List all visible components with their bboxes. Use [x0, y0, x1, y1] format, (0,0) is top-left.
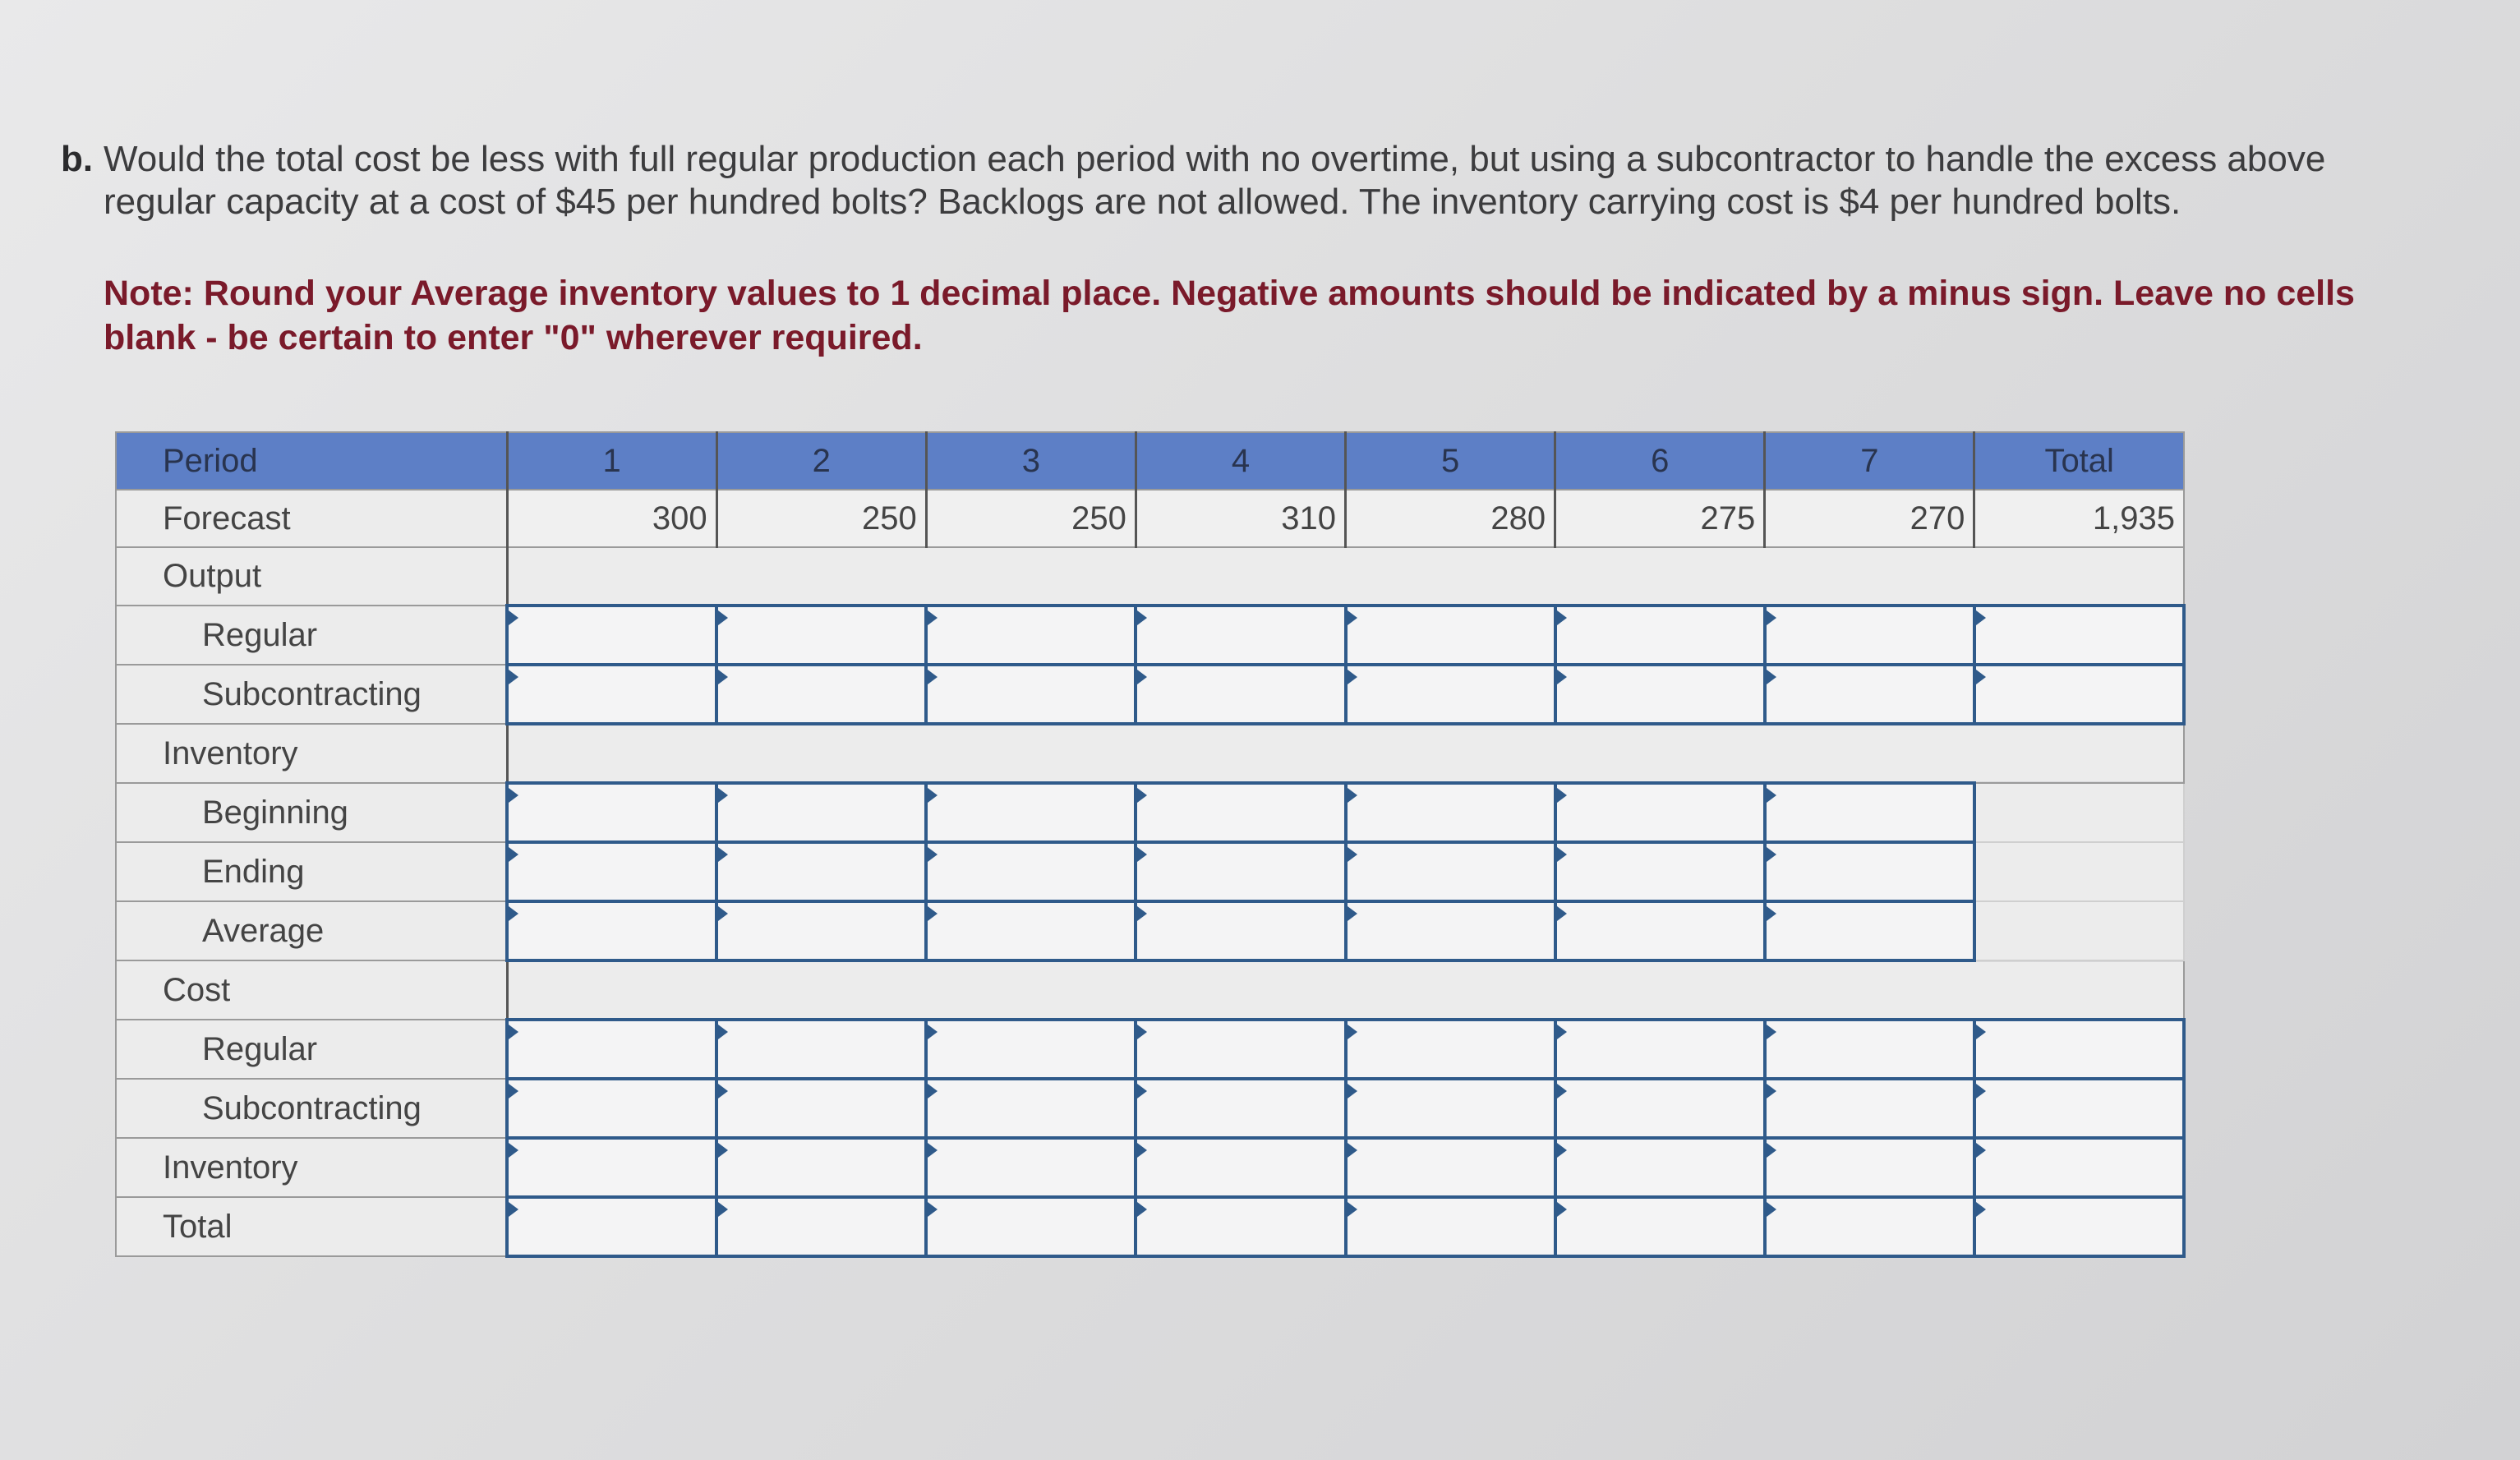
inventory-cost-input-1[interactable]	[507, 1138, 716, 1197]
forecast-2: 250	[716, 490, 926, 547]
forecast-7: 270	[1765, 490, 1974, 547]
subcontracting-output-input-2[interactable]	[716, 665, 926, 724]
average-inventory-input-1[interactable]	[507, 901, 716, 960]
beginning-inventory-row	[116, 783, 2184, 842]
period-3: 3	[926, 432, 1136, 490]
inventory-section-row	[116, 724, 2184, 783]
period-6: 6	[1555, 432, 1765, 490]
subcontracting-output-input-6[interactable]	[1555, 665, 1765, 724]
inventory-cost-input-total[interactable]	[1974, 1138, 2184, 1197]
inventory-cost-label: Inventory	[116, 1138, 507, 1197]
regular-output-input-5[interactable]	[1346, 606, 1555, 665]
beginning-inventory-input-1[interactable]	[507, 783, 716, 842]
ending-inventory-input-1[interactable]	[507, 842, 716, 901]
subcontracting-cost-input-3[interactable]	[926, 1079, 1136, 1138]
worksheet-table	[115, 431, 2186, 1258]
average-inventory-total-empty	[1974, 901, 2184, 960]
cost-section-row	[116, 960, 2184, 1020]
average-inventory-input-4[interactable]	[1136, 901, 1345, 960]
inventory-cost-row	[116, 1138, 2184, 1197]
cost-section-spacer	[507, 960, 2184, 1020]
ending-inventory-input-3[interactable]	[926, 842, 1136, 901]
subcontracting-output-input-total[interactable]	[1974, 665, 2184, 724]
ending-inventory-total-empty	[1974, 842, 2184, 901]
subcontracting-output-input-3[interactable]	[926, 665, 1136, 724]
average-inventory-label: Average	[116, 901, 507, 960]
period-1: 1	[507, 432, 716, 490]
regular-output-input-1[interactable]	[507, 606, 716, 665]
total-cost-input-6[interactable]	[1555, 1197, 1765, 1256]
forecast-row	[116, 490, 2184, 547]
subcontracting-cost-label: Subcontracting	[116, 1079, 507, 1138]
forecast-6: 275	[1555, 490, 1765, 547]
ending-inventory-input-7[interactable]	[1765, 842, 1974, 901]
ending-inventory-label: Ending	[116, 842, 507, 901]
inventory-cost-input-5[interactable]	[1346, 1138, 1555, 1197]
subcontracting-cost-input-7[interactable]	[1765, 1079, 1974, 1138]
beginning-inventory-input-3[interactable]	[926, 783, 1136, 842]
regular-cost-label: Regular	[116, 1020, 507, 1079]
ending-inventory-input-6[interactable]	[1555, 842, 1765, 901]
subcontracting-output-input-1[interactable]	[507, 665, 716, 724]
inventory-cost-input-6[interactable]	[1555, 1138, 1765, 1197]
subcontracting-cost-input-4[interactable]	[1136, 1079, 1345, 1138]
regular-cost-input-1[interactable]	[507, 1020, 716, 1079]
inventory-cost-input-3[interactable]	[926, 1138, 1136, 1197]
total-cost-label: Total	[116, 1197, 507, 1256]
inventory-cost-input-4[interactable]	[1136, 1138, 1345, 1197]
ending-inventory-input-4[interactable]	[1136, 842, 1345, 901]
inventory-cost-input-7[interactable]	[1765, 1138, 1974, 1197]
beginning-inventory-input-4[interactable]	[1136, 783, 1345, 842]
period-row	[116, 432, 2184, 490]
regular-output-input-7[interactable]	[1765, 606, 1974, 665]
question-text-block	[61, 138, 2411, 223]
subcontracting-output-input-7[interactable]	[1765, 665, 1974, 724]
regular-cost-input-5[interactable]	[1346, 1020, 1555, 1079]
average-inventory-input-6[interactable]	[1555, 901, 1765, 960]
regular-cost-input-6[interactable]	[1555, 1020, 1765, 1079]
ending-inventory-row	[116, 842, 2184, 901]
period-5: 5	[1346, 432, 1555, 490]
beginning-inventory-input-2[interactable]	[716, 783, 926, 842]
regular-output-input-total[interactable]	[1974, 606, 2184, 665]
regular-cost-row	[116, 1020, 2184, 1079]
forecast-1: 300	[507, 490, 716, 547]
question-label: b.	[61, 139, 94, 179]
question-text: Would the total cost be less with full regular production each period with no overtime, but using a subcontractor to handle the excess above regular capacity at a cost of $45 per hundred bolts? Backlogs are not allowed. The inventory carrying cost is $4 per hundred bolts.	[104, 139, 2326, 222]
period-7: 7	[1765, 432, 1974, 490]
forecast-4: 310	[1136, 490, 1345, 547]
forecast-3: 250	[926, 490, 1136, 547]
regular-output-input-6[interactable]	[1555, 606, 1765, 665]
average-inventory-input-5[interactable]	[1346, 901, 1555, 960]
subcontracting-cost-input-6[interactable]	[1555, 1079, 1765, 1138]
beginning-inventory-input-5[interactable]	[1346, 783, 1555, 842]
beginning-inventory-input-7[interactable]	[1765, 783, 1974, 842]
total-cost-input-5[interactable]	[1346, 1197, 1555, 1256]
regular-output-input-2[interactable]	[716, 606, 926, 665]
average-inventory-input-3[interactable]	[926, 901, 1136, 960]
output-label: Output	[116, 547, 507, 606]
subcontracting-cost-input-1[interactable]	[507, 1079, 716, 1138]
period-total-label: Total	[1974, 432, 2184, 490]
subcontracting-output-label: Subcontracting	[116, 665, 507, 724]
regular-cost-input-total[interactable]	[1974, 1020, 2184, 1079]
subcontracting-cost-input-total[interactable]	[1974, 1079, 2184, 1138]
beginning-inventory-input-6[interactable]	[1555, 783, 1765, 842]
period-2: 2	[716, 432, 926, 490]
ending-inventory-input-2[interactable]	[716, 842, 926, 901]
total-cost-row	[116, 1197, 2184, 1256]
beginning-inventory-label: Beginning	[116, 783, 507, 842]
regular-output-label: Regular	[116, 606, 507, 665]
forecast-5: 280	[1346, 490, 1555, 547]
average-inventory-row	[116, 901, 2184, 960]
total-cost-input-1[interactable]	[507, 1197, 716, 1256]
total-cost-input-2[interactable]	[716, 1197, 926, 1256]
regular-output-row	[116, 606, 2184, 665]
subcontracting-output-input-4[interactable]	[1136, 665, 1345, 724]
average-inventory-input-7[interactable]	[1765, 901, 1974, 960]
total-cost-input-total[interactable]	[1974, 1197, 2184, 1256]
subcontracting-cost-input-2[interactable]	[716, 1079, 926, 1138]
inventory-label: Inventory	[116, 724, 507, 783]
period-4: 4	[1136, 432, 1345, 490]
regular-cost-input-4[interactable]	[1136, 1020, 1345, 1079]
inventory-cost-input-2[interactable]	[716, 1138, 926, 1197]
forecast-total: 1,935	[1974, 490, 2184, 547]
subcontracting-output-row	[116, 665, 2184, 724]
total-cost-input-7[interactable]	[1765, 1197, 1974, 1256]
instruction-note: Note: Round your Average inventory values to 1 decimal place. Negative amounts should be indicated by a minus sign. Leave no cells blank - be certain to enter "0" wherever required.	[104, 274, 2355, 357]
inventory-section-spacer	[507, 724, 2184, 783]
regular-output-input-4[interactable]	[1136, 606, 1345, 665]
subcontracting-cost-row	[116, 1079, 2184, 1138]
output-section-row	[116, 547, 2184, 606]
total-cost-input-4[interactable]	[1136, 1197, 1345, 1256]
regular-cost-input-2[interactable]	[716, 1020, 926, 1079]
period-label: Period	[116, 432, 507, 490]
beginning-inventory-total-empty	[1974, 783, 2184, 842]
subcontracting-output-input-5[interactable]	[1346, 665, 1555, 724]
ending-inventory-input-5[interactable]	[1346, 842, 1555, 901]
average-inventory-input-2[interactable]	[716, 901, 926, 960]
total-cost-input-3[interactable]	[926, 1197, 1136, 1256]
regular-output-input-3[interactable]	[926, 606, 1136, 665]
subcontracting-cost-input-5[interactable]	[1346, 1079, 1555, 1138]
forecast-label: Forecast	[116, 490, 507, 547]
output-section-spacer	[507, 547, 2184, 606]
cost-label: Cost	[116, 960, 507, 1020]
regular-cost-input-7[interactable]	[1765, 1020, 1974, 1079]
regular-cost-input-3[interactable]	[926, 1020, 1136, 1079]
aggregate-plan-worksheet	[115, 431, 2186, 1245]
